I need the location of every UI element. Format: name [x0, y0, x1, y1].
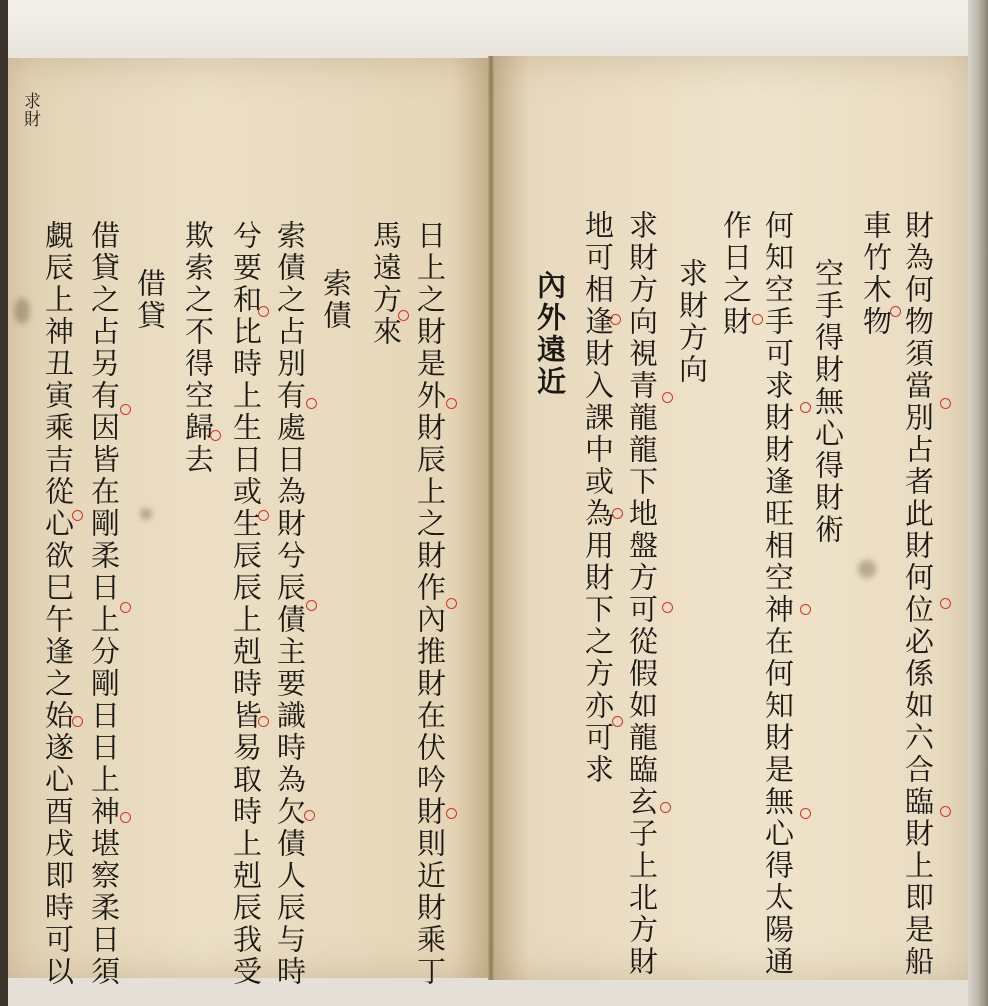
heading-column: 內外遠近 — [533, 270, 567, 398]
text-column: 作日之財 — [719, 210, 753, 338]
punctuation-mark — [800, 604, 811, 615]
book-gutter — [488, 56, 494, 980]
text-column: 兮要和比時上生日或生辰辰上剋時皆易取時上剋辰我受 — [229, 220, 263, 988]
punctuation-mark — [120, 404, 131, 415]
punctuation-mark — [612, 508, 623, 519]
punctuation-mark — [306, 398, 317, 409]
heading-column: 索債 — [319, 268, 353, 332]
punctuation-mark — [940, 806, 951, 817]
text-column: 求財方向視青龍龍下地盤方可從假如龍臨玄子上北方財 — [625, 210, 659, 978]
punctuation-mark — [258, 716, 269, 727]
top-margin — [8, 0, 968, 58]
page-stack-edge — [968, 0, 988, 1006]
punctuation-mark — [890, 306, 901, 317]
punctuation-mark — [306, 600, 317, 611]
punctuation-mark — [660, 802, 671, 813]
punctuation-mark — [120, 812, 131, 823]
punctuation-mark — [752, 314, 763, 325]
punctuation-mark — [120, 602, 131, 613]
margin-label: 求財 — [20, 92, 40, 128]
ink-stain — [14, 298, 30, 324]
heading-column: 空手得財無心得財術 — [811, 258, 845, 546]
punctuation-mark — [662, 392, 673, 403]
punctuation-mark — [446, 398, 457, 409]
text-column: 日上之財是外財辰上之財作內推財在伏吟財則近財乘丁 — [413, 220, 447, 988]
punctuation-mark — [800, 402, 811, 413]
text-column: 財為何物須當別占者此財何位必係如六合臨財上即是船 — [901, 210, 935, 978]
punctuation-mark — [940, 598, 951, 609]
punctuation-mark — [446, 808, 457, 819]
ink-stain — [140, 508, 152, 520]
punctuation-mark — [940, 398, 951, 409]
punctuation-mark — [258, 306, 269, 317]
right-page — [492, 56, 968, 980]
punctuation-mark — [610, 314, 621, 325]
text-column: 馬遠方來 — [369, 220, 403, 348]
punctuation-mark — [258, 510, 269, 521]
text-column: 車竹木物 — [859, 210, 893, 338]
ink-stain — [858, 560, 876, 578]
punctuation-mark — [72, 510, 83, 521]
punctuation-mark — [800, 808, 811, 819]
punctuation-mark — [304, 810, 315, 821]
text-column: 何知空手可求財財逢旺相空神在何知財是無心得太陽通 — [761, 210, 795, 978]
heading-column: 借貸 — [133, 268, 167, 332]
punctuation-mark — [398, 310, 409, 321]
left-edge — [0, 0, 8, 1006]
bottom-margin — [8, 978, 968, 1006]
punctuation-mark — [210, 430, 221, 441]
punctuation-mark — [612, 716, 623, 727]
text-column: 索債之占別有處日為財兮辰債主要識時為欠債人辰与時 — [273, 220, 307, 988]
text-column: 欺索之不得空歸去 — [181, 220, 215, 476]
punctuation-mark — [72, 716, 83, 727]
heading-column: 求財方向 — [675, 258, 709, 386]
text-column: 借貸之占另有因皆在剛柔日上分剛日日上神堪察柔日須 — [87, 220, 121, 988]
punctuation-mark — [446, 598, 457, 609]
punctuation-mark — [662, 602, 673, 613]
text-column: 覷辰上神丑寅乘吉從心欲巳午逢之始遂心酉戌即時可以 — [41, 220, 75, 988]
text-column: 地可相逢財入課中或為用財下之方亦可求 — [581, 210, 615, 786]
